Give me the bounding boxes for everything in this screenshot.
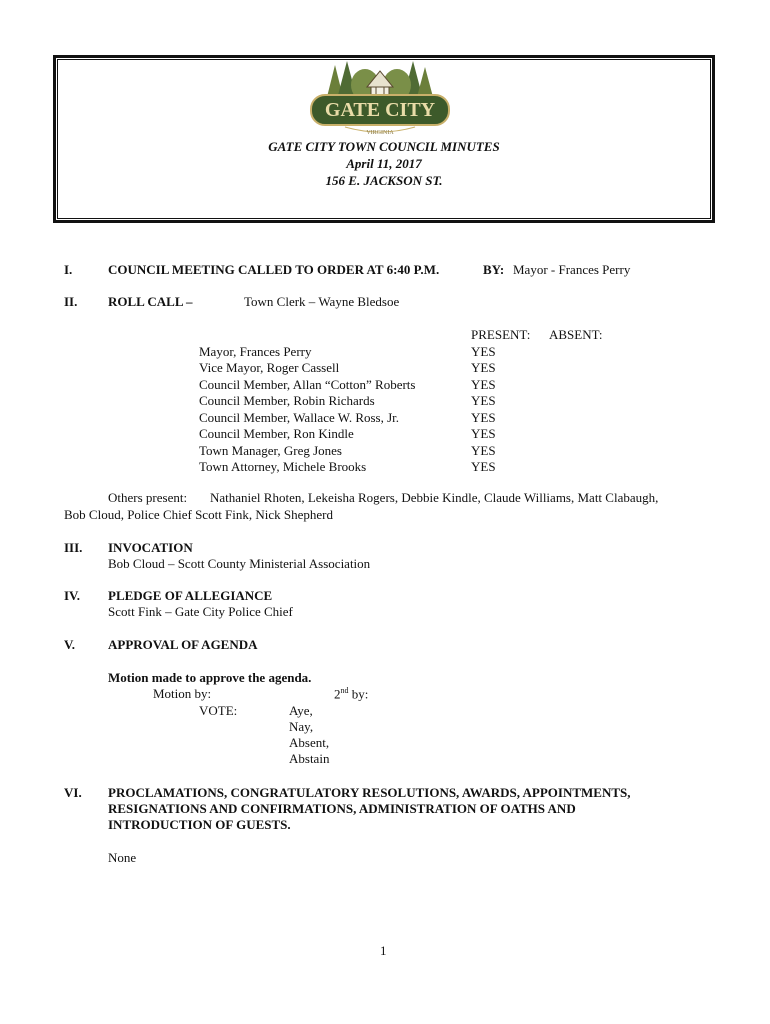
others-present-line1: Nathaniel Rhoten, Lekeisha Rogers, Debbie Kindle, Claude Williams, Matt Clabaugh, bbox=[210, 490, 659, 505]
second-suffix: nd bbox=[340, 686, 349, 695]
section-6-body: None bbox=[108, 850, 137, 865]
member-name: Vice Mayor, Roger Cassell bbox=[199, 360, 340, 375]
section-3-number: III. bbox=[64, 540, 83, 555]
member-name: Town Manager, Greg Jones bbox=[199, 442, 342, 458]
roll-call-row bbox=[199, 360, 619, 377]
member-present: YES bbox=[471, 393, 496, 408]
member-name: Council Member, Allan “Cotton” Roberts bbox=[199, 376, 416, 392]
logo-text: GATE CITY bbox=[324, 99, 436, 121]
member-present: YES bbox=[471, 442, 496, 458]
vote-label: VOTE: bbox=[199, 703, 238, 718]
section-6-title-line1: PROCLAMATIONS, CONGRATULATORY RESOLUTIONS, AWARDS, APPOINTMENTS, bbox=[108, 785, 631, 800]
section-6-title-line2: RESIGNATIONS AND CONFIRMATIONS, ADMINISTRATION OF OATHS AND bbox=[108, 801, 576, 816]
member-name: Mayor, Frances Perry bbox=[199, 343, 312, 359]
member-present: YES bbox=[471, 360, 496, 375]
section-3-title: INVOCATION bbox=[108, 540, 193, 555]
vote-nay: Nay, bbox=[289, 719, 314, 734]
section-6-title-line3: INTRODUCTION OF GUESTS. bbox=[108, 817, 291, 832]
gate-city-logo bbox=[305, 57, 455, 137]
motion-by-label: Motion by: bbox=[153, 686, 212, 701]
roll-call-row bbox=[199, 377, 619, 394]
vote-abstain: Abstain bbox=[289, 751, 330, 766]
minutes-date: April 11, 2017 bbox=[346, 156, 422, 171]
member-name: Council Member, Robin Richards bbox=[199, 393, 375, 408]
section-1-number: I. bbox=[64, 262, 73, 277]
section-4-title: PLEDGE OF ALLEGIANCE bbox=[108, 588, 273, 603]
vote-absent: Absent, bbox=[289, 735, 330, 750]
roll-call-row bbox=[199, 344, 619, 361]
roll-call-row bbox=[199, 459, 619, 476]
second-by-label bbox=[334, 686, 368, 702]
absent-header: ABSENT: bbox=[549, 327, 603, 342]
member-present: YES bbox=[471, 459, 496, 474]
member-name: Council Member, Wallace W. Ross, Jr. bbox=[199, 409, 400, 425]
member-present: YES bbox=[471, 426, 496, 441]
member-present: YES bbox=[471, 376, 496, 392]
roll-call-header bbox=[199, 327, 619, 344]
section-1-title: COUNCIL MEETING CALLED TO ORDER AT 6:40 P.M. bbox=[108, 262, 440, 277]
second-by-text: by: bbox=[348, 686, 369, 702]
others-present-label: Others present: bbox=[108, 490, 188, 505]
page-number: 1 bbox=[380, 943, 387, 958]
section-1-by-label: BY: bbox=[483, 262, 505, 277]
roll-call-row bbox=[199, 426, 619, 443]
section-6-number: VI. bbox=[64, 785, 82, 800]
roll-call-row bbox=[199, 443, 619, 460]
roll-call-row bbox=[199, 393, 619, 410]
header-lines bbox=[53, 138, 715, 189]
member-name: Council Member, Ron Kindle bbox=[199, 426, 354, 441]
motion-text: Motion made to approve the agenda. bbox=[108, 670, 312, 685]
vote-aye: Aye, bbox=[289, 703, 313, 718]
section-5-title: APPROVAL OF AGENDA bbox=[108, 637, 258, 652]
roll-call-row bbox=[199, 410, 619, 427]
present-header: PRESENT: bbox=[471, 327, 531, 342]
member-name: Town Attorney, Michele Brooks bbox=[199, 459, 367, 474]
town-clerk: Town Clerk – Wayne Bledsoe bbox=[244, 294, 400, 309]
logo-subtext: VIRGINIA bbox=[366, 130, 394, 136]
member-present: YES bbox=[471, 343, 496, 359]
section-5-number: V. bbox=[64, 637, 75, 652]
others-present-line2: Bob Cloud, Police Chief Scott Fink, Nick Shepherd bbox=[64, 507, 334, 522]
section-2-number: II. bbox=[64, 294, 78, 309]
member-present: YES bbox=[471, 409, 496, 425]
section-1-by-value: Mayor - Frances Perry bbox=[513, 262, 631, 277]
second-number: 2 bbox=[334, 686, 341, 702]
minutes-title: GATE CITY TOWN COUNCIL MINUTES bbox=[268, 139, 500, 154]
minutes-address: 156 E. JACKSON ST. bbox=[325, 173, 443, 188]
section-4-number: IV. bbox=[64, 588, 81, 603]
section-3-body: Bob Cloud – Scott County Ministerial Association bbox=[108, 556, 371, 571]
roll-call-table bbox=[199, 327, 619, 476]
section-2-title: ROLL CALL – bbox=[108, 294, 193, 309]
section-4-body: Scott Fink – Gate City Police Chief bbox=[108, 604, 293, 619]
